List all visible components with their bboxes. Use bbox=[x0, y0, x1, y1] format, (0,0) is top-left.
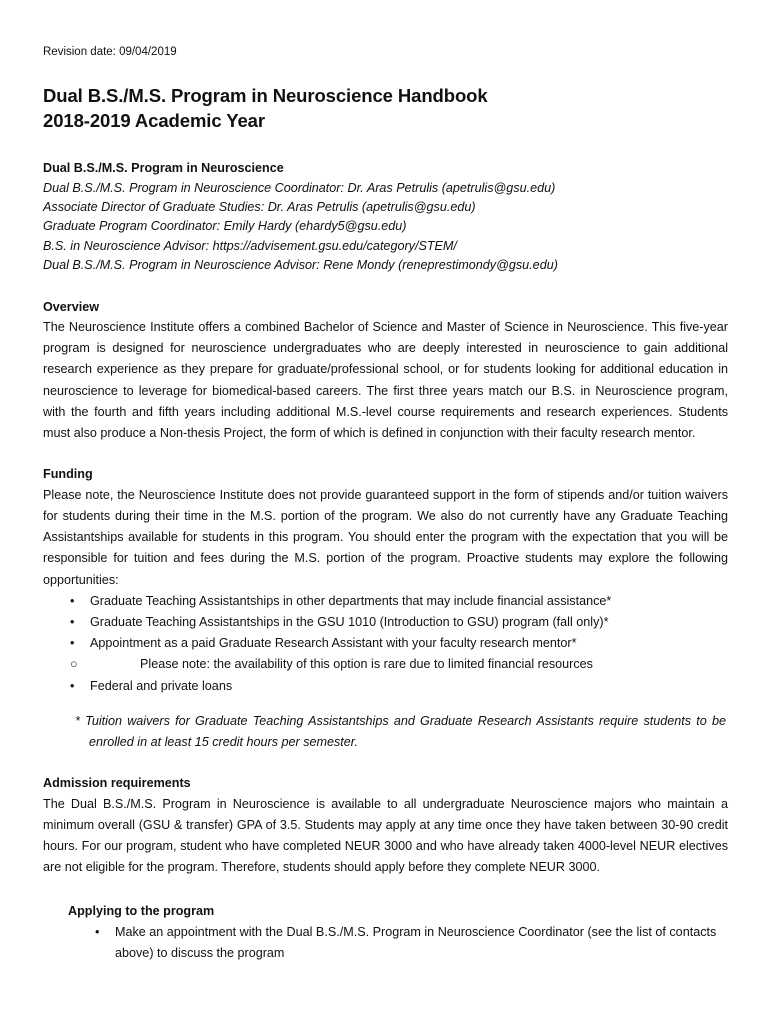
contact-line-associate-director: Associate Director of Graduate Studies: Dr. Aras Petrulis (apetrulis@gsu.edu) bbox=[43, 199, 476, 214]
contacts-section bbox=[43, 159, 728, 276]
list-item-label: Make an appointment with the Dual B.S./M.S. Program in Neuroscience Coordinator (see the list of contacts above) to discuss the program bbox=[115, 924, 717, 960]
funding-paragraph: Please note, the Neuroscience Institute does not provide guaranteed support in the form of stipends and/or tuition waivers for students during their time in the M.S. portion of the program. We also do not currently have any Graduate Teaching Assistantships available for students in this program. You should enter the program with the expectation that you will be responsible for tuition and fees during the M.S. portion of the program. Proactive students may explore the following opportunities: bbox=[43, 487, 728, 587]
applying-steps-list bbox=[43, 922, 728, 964]
bullet-icon: • bbox=[70, 593, 75, 608]
contact-line-bs-advisor: B.S. in Neuroscience Advisor: https://advisement.gsu.edu/category/STEM/ bbox=[43, 238, 457, 253]
list-item-sub bbox=[43, 654, 728, 675]
overview-heading: Overview bbox=[43, 299, 100, 314]
contact-line-graduate-program-coordinator: Graduate Program Coordinator: Emily Hardy (ehardy5@gsu.edu) bbox=[43, 219, 407, 234]
list-item bbox=[43, 633, 728, 654]
overview-section bbox=[43, 298, 728, 445]
funding-section bbox=[43, 465, 728, 753]
bullet-icon: • bbox=[70, 678, 75, 693]
funding-heading: Funding bbox=[43, 467, 93, 482]
list-item bbox=[43, 922, 728, 964]
admission-section bbox=[43, 774, 728, 964]
list-item-label: Federal and private loans bbox=[90, 678, 233, 693]
contact-line-coordinator: Dual B.S./M.S. Program in Neuroscience Coordinator: Dr. Aras Petrulis (apetrulis@gsu.edu) bbox=[43, 180, 556, 195]
contacts-heading: Dual B.S./M.S. Program in Neuroscience bbox=[43, 161, 284, 175]
list-item-label: Graduate Teaching Assistantships in other departments that may include financial assistance* bbox=[90, 593, 612, 608]
revision-date: Revision date: 09/04/2019 bbox=[43, 46, 177, 58]
list-item bbox=[43, 591, 728, 612]
list-item-label: Graduate Teaching Assistantships in the GSU 1010 (Introduction to GSU) program (fall only)* bbox=[90, 614, 609, 629]
admission-heading: Admission requirements bbox=[43, 776, 191, 791]
funding-opportunities-list bbox=[43, 591, 728, 697]
bullet-icon: • bbox=[95, 924, 100, 939]
funding-footnote: * Tuition waivers for Graduate Teaching Assistantships and Graduate Research Assistants require students to be enrolled in at least 15 credit hours per semester. bbox=[75, 713, 726, 749]
list-item-label: Please note: the availability of this option is rare due to limited financial resources bbox=[140, 657, 593, 672]
list-item bbox=[43, 612, 728, 633]
bullet-icon: • bbox=[70, 636, 75, 651]
overview-paragraph: The Neuroscience Institute offers a combined Bachelor of Science and Master of Science in Neuroscience. This five-year program is designed for neuroscience undergraduates who are deeply interested in neuroscience to gain additional research experience as they prepare for graduate/professional school, or for students looking for additional education in neuroscience to leverage for biomedical-based careers. The first three years match our B.S. in Neuroscience program, with the fourth and fifth years including additional M.S.-level course requirements and research experiences. Students must also produce a Non-thesis Project, the form of which is defined in conjunction with their faculty research mentor. bbox=[43, 320, 728, 441]
document-title: Dual B.S./M.S. Program in Neuroscience Handbook bbox=[43, 85, 488, 106]
list-item bbox=[43, 676, 728, 697]
document-subtitle: 2018-2019 Academic Year bbox=[43, 109, 265, 131]
sub-bullet-icon: ○ bbox=[70, 657, 78, 672]
list-item-label: Appointment as a paid Graduate Research Assistant with your faculty research mentor* bbox=[90, 636, 577, 651]
applying-heading: Applying to the program bbox=[68, 903, 215, 918]
bullet-icon: • bbox=[70, 614, 75, 629]
contact-line-dual-advisor: Dual B.S./M.S. Program in Neuroscience Advisor: Rene Mondy (reneprestimondy@gsu.edu) bbox=[43, 258, 558, 273]
admission-paragraph: The Dual B.S./M.S. Program in Neuroscience is available to all undergraduate Neuroscience majors who maintain a minimum overall (GSU & transfer) GPA of 3.5. Students may apply at any time once they have taken between 30-90 credit hours. For our program, student who have completed NEUR 3000 and who have already taken 4000-level NEUR electives are not eligible for the program. Therefore, students should apply before they complete NEUR 3000. bbox=[43, 796, 728, 875]
